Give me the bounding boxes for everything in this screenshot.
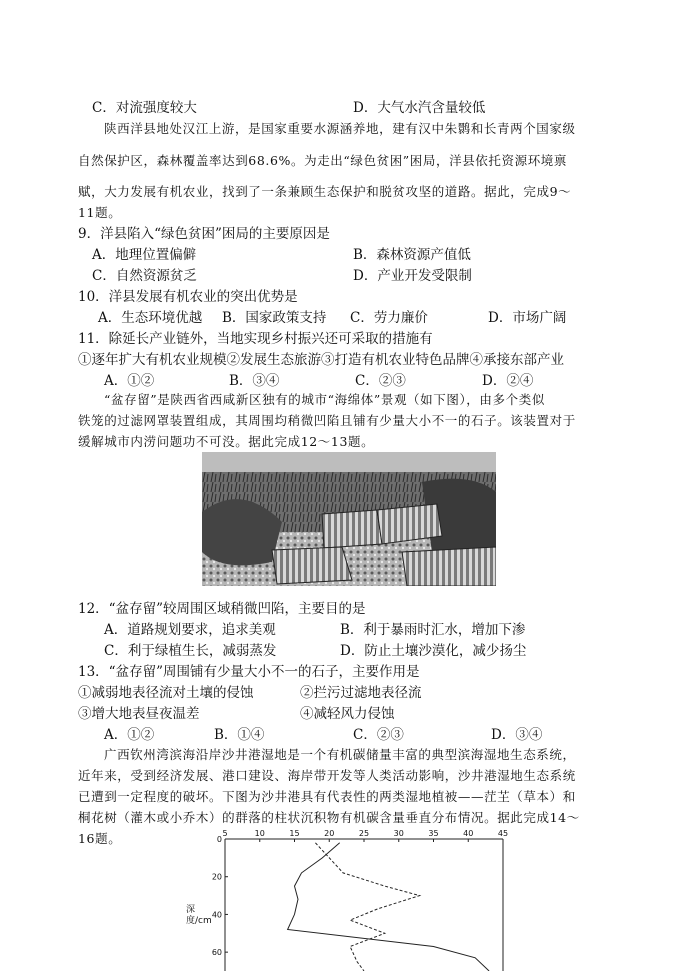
x-tick-label: 30 (393, 829, 404, 838)
passage-line: 广西钦州湾滨海沿岸沙井港湿地是一个有机碳储量丰富的典型滨海湿地生态系统， (104, 747, 576, 762)
x-tick-label: 20 (324, 829, 335, 838)
option-a: A．①② (104, 727, 155, 743)
option-c: C．②③ (353, 727, 404, 743)
question-12-stem: 12．“盆存留”较周围区域稍微凹陷，主要目的是 (78, 601, 366, 617)
x-tick-label: 25 (358, 829, 370, 838)
passage-line: 铁笼的过滤网罩装置组成，其周围均稍微凹陷且铺有少量大小不一的石子。该装置对于 (78, 413, 576, 428)
option-b: B．国家政策支持 (222, 310, 327, 326)
x-tick-label: 45 (497, 829, 509, 838)
y-tick-label: 60 (211, 948, 222, 958)
option-b: B．利于暴雨时汇水，增加下渗 (340, 622, 526, 638)
statement-4: ④减轻风力侵蚀 (300, 706, 395, 722)
option-b: B．①④ (214, 727, 265, 743)
passage-line: 16题。 (78, 831, 122, 846)
carbon-depth-chart (185, 826, 515, 971)
question-11-stem: 11．除延长产业链外，当地实现乡村振兴还可采取的措施有 (78, 331, 433, 347)
question-10-stem: 10．洋县发展有机农业的突出优势是 (78, 289, 298, 305)
x-tick-label: 15 (289, 829, 300, 838)
passage-line: 已遭到一定程度的破坏。下图为沙井港具有代表性的两类湿地植被——茳芏（草本）和 (78, 789, 576, 804)
y-tick-label: 0 (216, 835, 222, 844)
passage-line: 赋，大力发展有机农业，找到了一条兼顾生态保护和脱贫攻坚的道路。据此，完成9～ (78, 184, 572, 199)
option-a: A．道路规划要求，追求美观 (104, 622, 276, 638)
passage-line: 近年来，受到经济发展、港口建设、海岸带开发等人类活动影响，沙井港湿地生态系统 (78, 768, 576, 783)
passage-line: 桐花树（灌木或小乔木）的群落的柱状沉积物有机碳含量垂直分布情况。据此完成14～ (78, 810, 580, 825)
option-c: C．②③ (355, 373, 406, 389)
y-tick-label: 20 (211, 872, 222, 882)
x-tick-label: 40 (463, 829, 474, 838)
option-a: A．地理位置偏僻 (92, 247, 197, 263)
option-d: D．大气水汽含量较低 (353, 100, 486, 116)
option-c: C．自然资源贫乏 (92, 268, 197, 284)
option-c: C．利于绿植生长，减弱蒸发 (104, 643, 277, 659)
y-tick-label: 40 (211, 910, 222, 920)
solid-series-line (288, 843, 490, 971)
option-c: C．对流强度较大 (92, 100, 197, 116)
option-d: D．市场广阔 (488, 310, 567, 326)
option-d: D．产业开发受限制 (353, 268, 472, 284)
x-tick-label: 10 (254, 829, 265, 838)
question-13-stem: 13．“盆存留”周围铺有少量大小不一的石子，主要作用是 (78, 664, 420, 680)
dashed-series-line (315, 843, 419, 971)
statement-2: ②拦污过滤地表径流 (300, 685, 422, 701)
x-tick-label: 5 (222, 829, 228, 838)
option-a: A．①② (104, 373, 155, 389)
option-d: D．防止土壤沙漠化，减少扬尘 (340, 643, 527, 659)
option-c: C．劳力廉价 (350, 310, 428, 326)
passage-line: “盆存留”是陕西省西咸新区独有的城市“海绵体”景观（如下图），由多个类似 (104, 392, 545, 407)
passage-line: 缓解城市内涝问题功不可没。据此完成12～13题。 (78, 434, 375, 449)
option-d: D．②④ (482, 373, 534, 389)
chart-svg (185, 826, 515, 971)
y-axis-label: 深度/cm (186, 905, 212, 926)
passage-line: 自然保护区，森林覆盖率达到68.6%。为走出“绿色贫困”困局，洋县依托资源环境禀 (78, 153, 567, 168)
option-b: B．③④ (229, 373, 280, 389)
question-11-items: ①逐年扩大有机农业规模②发展生态旅游③打造有机农业特色品牌④承接东部产业 (78, 352, 564, 368)
option-d: D．③④ (491, 727, 543, 743)
option-a: A．生态环境优越 (98, 310, 203, 326)
sponge-city-photo (202, 452, 496, 586)
x-tick-label: 35 (428, 829, 439, 838)
passage-line: 11题。 (78, 205, 122, 220)
passage-line: 陕西洋县地处汉江上游，是国家重要水源涵养地，建有汉中朱鹮和长青两个国家级 (104, 121, 576, 136)
option-b: B．森林资源产值低 (353, 247, 471, 263)
question-9-stem: 9．洋县陷入“绿色贫困”困局的主要原因是 (78, 226, 330, 242)
statement-1: ①减弱地表径流对土壤的侵蚀 (78, 685, 254, 701)
statement-3: ③增大地表昼夜温差 (78, 706, 200, 722)
